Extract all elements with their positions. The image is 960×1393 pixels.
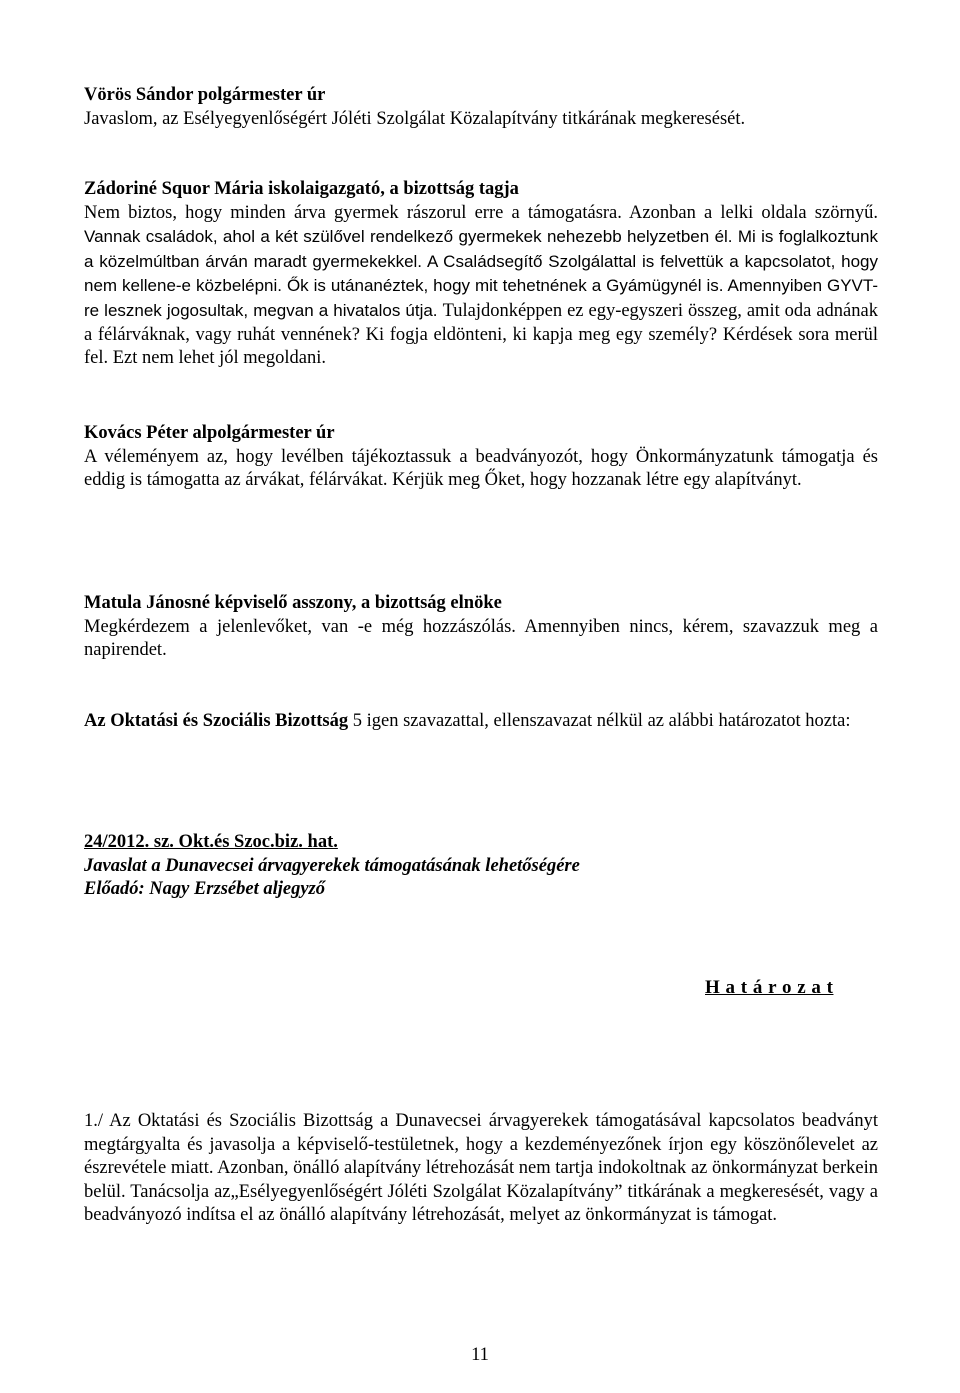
speaker-heading: Kovács Péter alpolgármester úr [84,423,335,443]
resolution-body [84,1110,878,1228]
speech-text: Javaslom, az Esélyegyenlőségért Jóléti Szolgálat Közalapítvány titkárának megkeresését. [84,108,746,129]
section-member [84,178,878,371]
resolution-presenter: Előadó: Nagy Erzsébet aljegyző [84,879,325,900]
speech-text: Nem biztos, hogy minden árva gyermek rászorul erre a támogatásra. Azonban a lelki oldala szörnyű. [84,202,878,223]
speech-text: Tulajdonképpen ez egy-egyszeri összeg, amit oda adnának a félárváknak, vagy ruhát vennének? Ki fogja eldönteni, ki kapja meg egy személy? Kérdések sora merül fel. Ezt nem lehet jól megoldani. [84,300,878,369]
resolution-text: 1./ Az Oktatási és Szociális Bizottság a Dunavecsei árvagyerekek támogatásával kapcsolatos beadványt megtárgyalta és javasolja a képviselő-testületnek, hogy a kezdeményezőnek írjon egy köszönőlevelet az észrevétele miatt. Azonban, önálló alapítvány létrehozását nem tartja indokoltnak az önkormányzat berkein belül. Tanácsolja az„Esélyegyenlőségért Jóléti Szolgálat Közalapítvány” titkárának a megkeresését, vagy a beadványozó indítsa el az önálló alapítvány létrehozását, melyet az önkormányzat is támogat. [84,1111,878,1226]
speaker-heading: Matula Jánosné képviselő asszony, a bizottság elnöke [84,593,502,613]
speech-text-sans: Vannak családok, ahol a két szülővel rendelkező gyermekek nehezebb helyzetben él. Mi is foglalkoztunk a közelmúltban árván maradt gyermekekkel. A Családsegítő Szolgálattal is felvettük a kapcsolatot, hogy nem kellene-e közbelépni. Ők is utánanéztek, hogy mit tehetnének a Gyámügynél is. Amennyiben GYVT-re lesznek jogosultak, megvan a hivatalos útja. [84,227,878,320]
resolution-title: Javaslat a Dunavecsei árvagyerekek támogatásának lehetőségére [84,855,580,876]
section-vote [84,710,878,734]
resolution-number: 24/2012. sz. Okt.és Szoc.biz. hat. [84,832,338,852]
vote-text: 5 igen szavazattal, ellenszavazat nélkül az alábbi határozatot hozta: [348,711,851,731]
speaker-heading: Vörös Sándor polgármester úr [84,85,326,105]
section-chair [84,592,878,663]
section-vice-mayor [84,422,878,493]
committee-name: Az Oktatási és Szociális Bizottság [84,711,349,731]
resolution-header [84,831,878,902]
page-number: 11 [471,1345,489,1365]
speaker-heading: Zádoriné Squor Mária iskolaigazgató, a bizottság tagja [84,179,519,199]
section-mayor [84,84,878,131]
resolution-heading: H a t á r o z a t [705,977,834,998]
speech-text: A véleményem az, hogy levélben tájékoztassuk a beadványozót, hogy Önkormányzatunk támogatja és eddig is támogatta az árvákat, félárvákat. Kérjük meg Őket, hogy hozzanak létre egy alapítványt. [84,446,878,491]
speech-text: Megkérdezem a jelenlevőket, van -e még hozzászólás. Amennyiben nincs, kérem, szavazzuk meg a napirendet. [84,616,878,661]
